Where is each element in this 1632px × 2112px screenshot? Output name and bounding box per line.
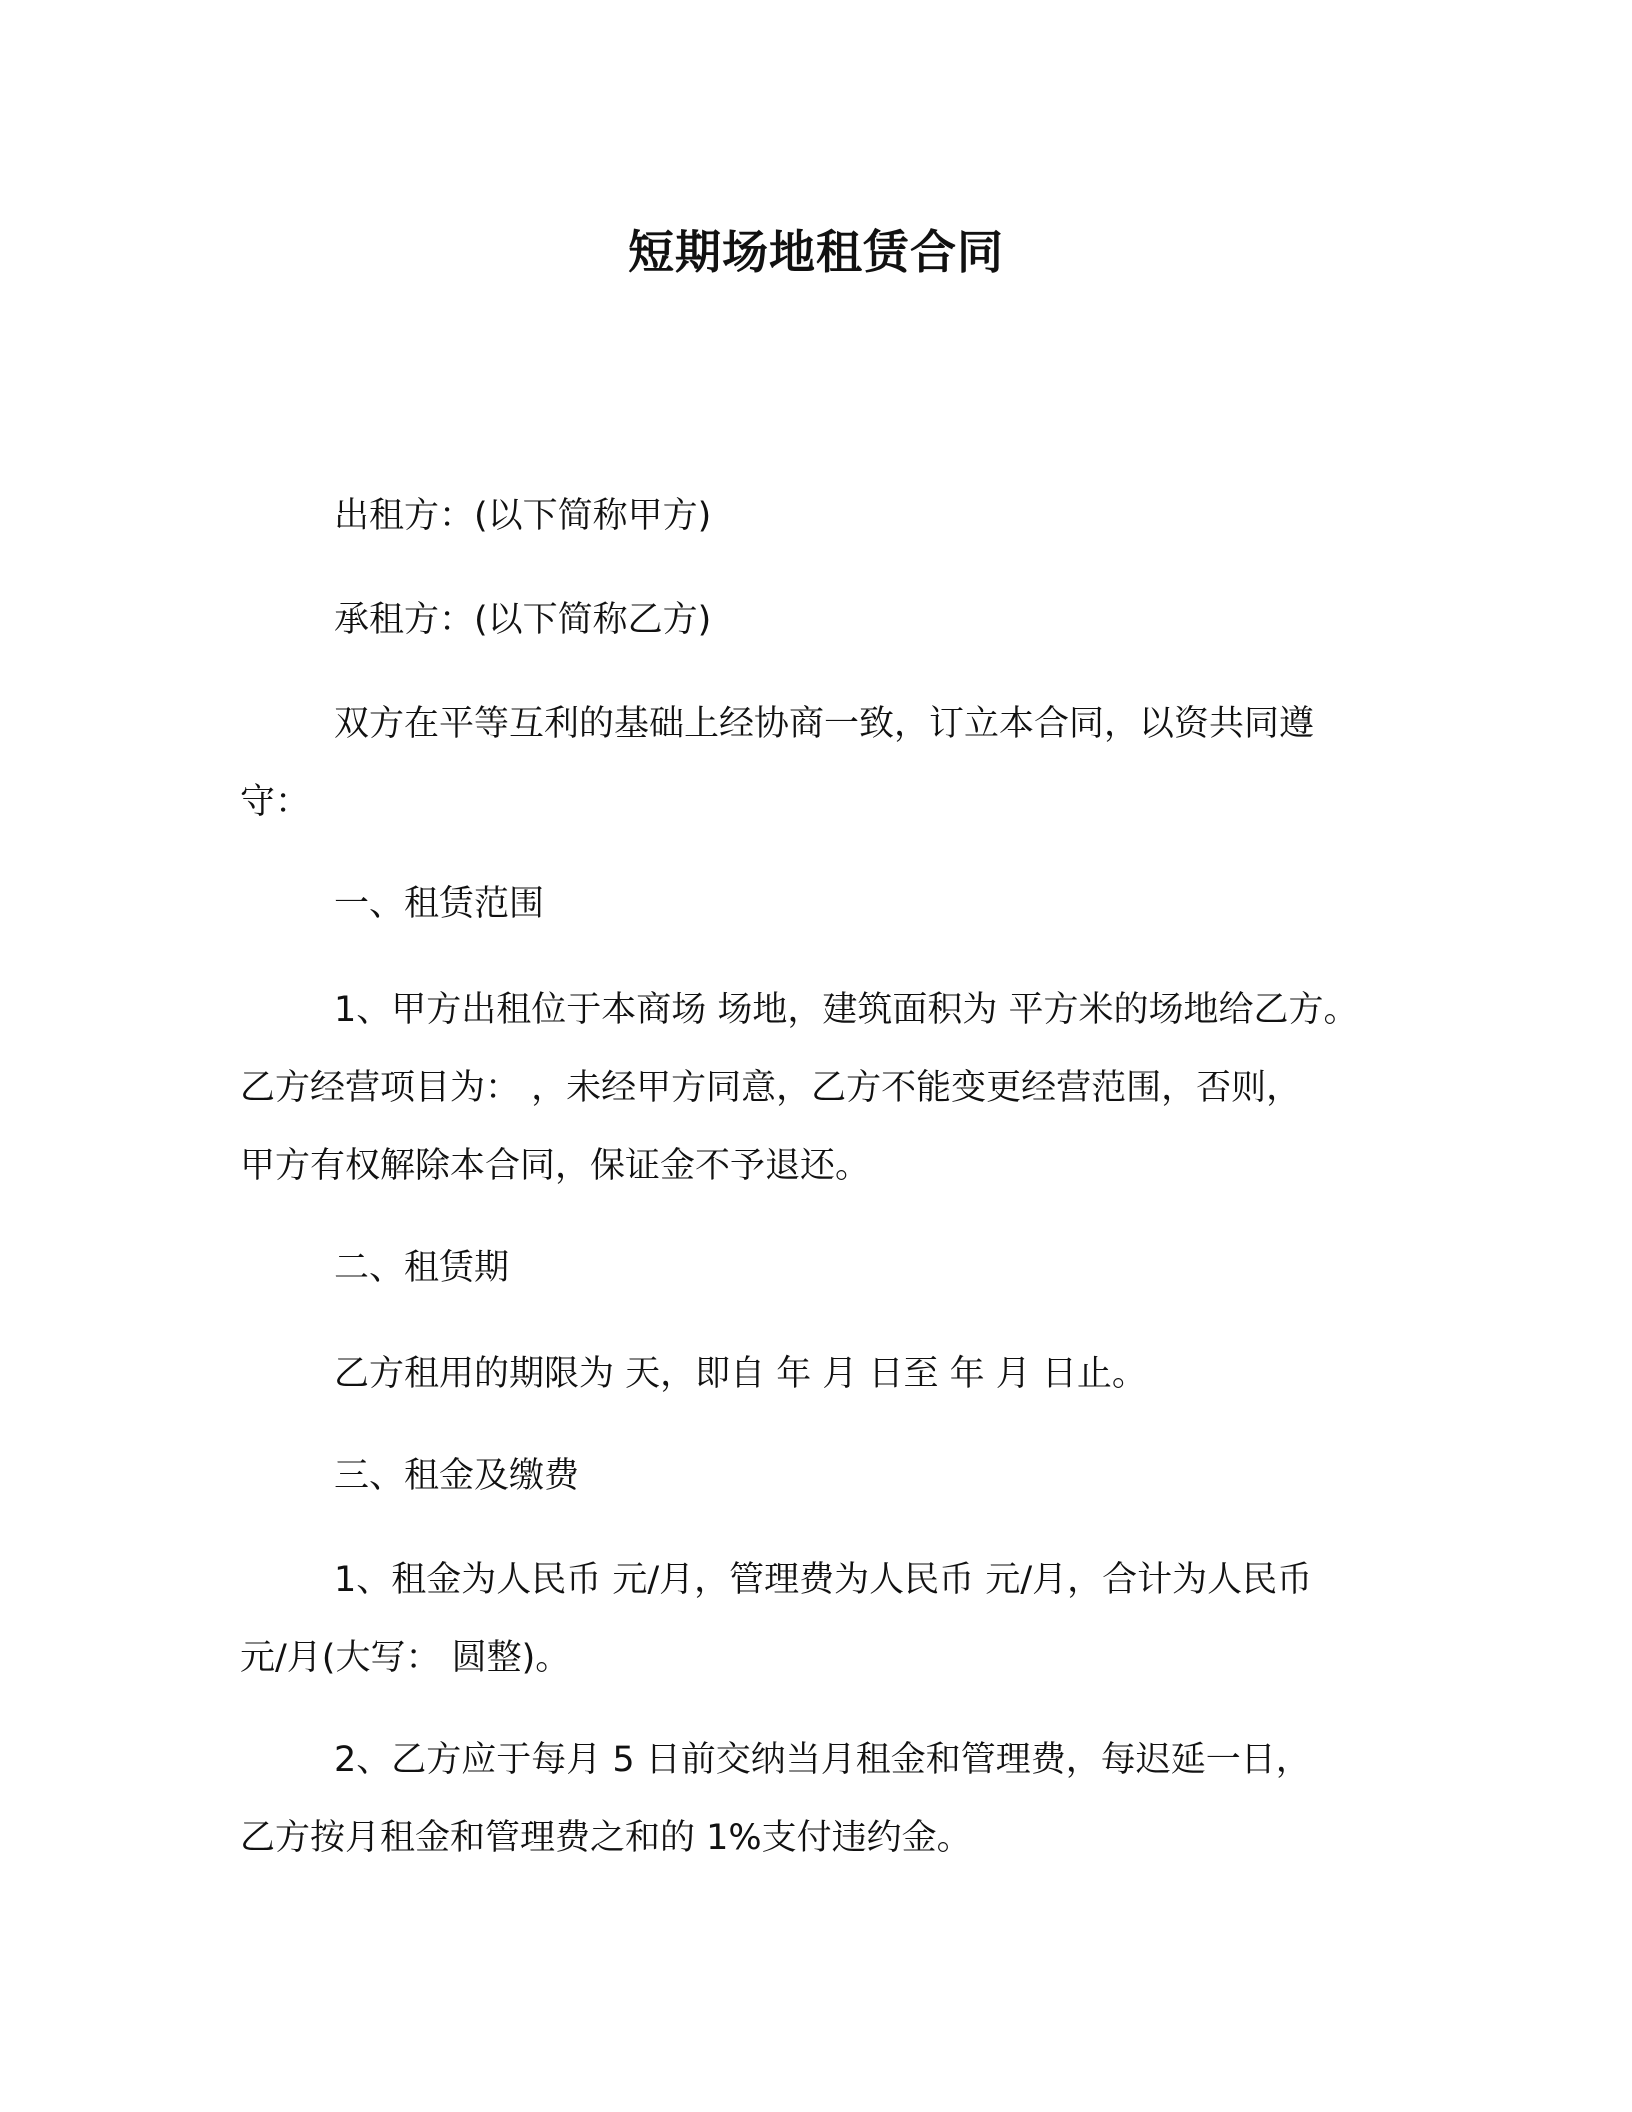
scope-clause-1-line-3: 甲方有权解除本合同，保证金不予退还。 (240, 1146, 871, 1186)
rent-clause-1-line-2: 元/月(大写： 圆整)。 (240, 1638, 571, 1678)
section-heading-rent: 三、租金及缴费 (334, 1456, 580, 1496)
rent-clause-2-line-1: 2、乙方应于每月 5 日前交纳当月租金和管理费，每迟延一日， (334, 1740, 1311, 1780)
section-heading-term: 二、租赁期 (334, 1248, 510, 1288)
preamble-line-1: 双方在平等互利的基础上经协商一致，订立本合同，以资共同遵 (334, 704, 1315, 744)
lessor-line: 出租方：(以下简称甲方) (334, 496, 712, 536)
document-title: 短期场地租赁合同 (628, 225, 1004, 279)
rent-clause-1-line-1: 1、租金为人民币 元/月，管理费为人民币 元/月，合计为人民币 (334, 1560, 1313, 1600)
scope-clause-1-line-1: 1、甲方出租位于本商场 场地，建筑面积为 平方米的场地给乙方。 (334, 990, 1359, 1030)
rent-clause-2-line-2: 乙方按月租金和管理费之和的 1%支付违约金。 (240, 1818, 972, 1858)
preamble-line-2: 守： (240, 782, 311, 822)
lessee-line: 承租方：(以下简称乙方) (334, 600, 712, 640)
term-clause-line: 乙方租用的期限为 天，即自 年 月 日至 年 月 日止。 (334, 1354, 1147, 1394)
scope-clause-1-line-2: 乙方经营项目为： ，未经甲方同意，乙方不能变更经营范围，否则， (240, 1068, 1302, 1108)
section-heading-scope: 一、租赁范围 (334, 884, 545, 924)
